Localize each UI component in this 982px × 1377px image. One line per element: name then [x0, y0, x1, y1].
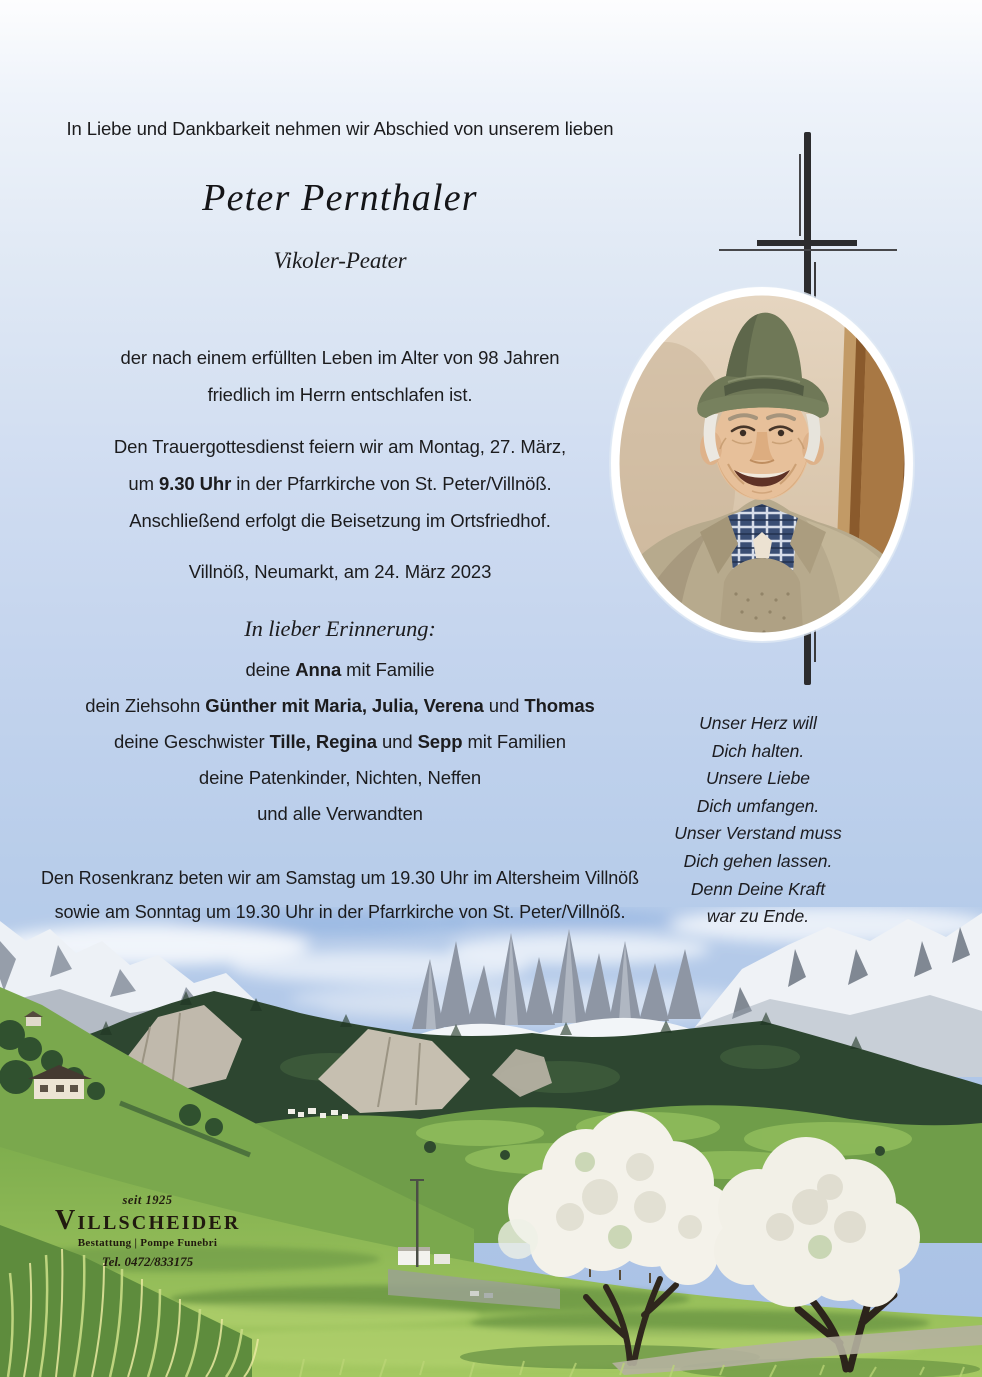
life-text: [0, 339, 680, 413]
memorial-poem: [652, 710, 864, 931]
service-text: [0, 428, 680, 539]
rosary-line: sowie am Sonntag um 19.30 Uhr in der Pfarrkirche von St. Peter/Villnöß.: [54, 902, 626, 922]
rosary-text: [0, 861, 680, 929]
poem-line: Denn Deine Kraft: [690, 878, 826, 899]
mourner-line: deine Geschwister Tille, Regina und Sepp mit Familien: [114, 731, 566, 752]
logo-name: VILLSCHEIDER: [55, 1205, 241, 1236]
logo-since: seit 1925: [122, 1193, 173, 1207]
intro-text: In Liebe und Dankbarkeit nehmen wir Abschied von unserem lieben: [66, 118, 614, 139]
logo-phone: Tel. 0472/833175: [101, 1254, 194, 1269]
cross-icon: [757, 240, 857, 246]
poem-line: Dich gehen lassen.: [683, 850, 833, 871]
service-line: Den Trauergottesdienst feiern wir am Montag, 27. März,: [113, 436, 567, 457]
deceased-name: Peter Pernthaler: [202, 177, 478, 219]
landscape-image: [0, 907, 982, 1377]
poem-line: Dich halten.: [711, 740, 805, 761]
logo-tagline: Bestattung | Pompe Funebri: [77, 1237, 218, 1249]
place-date-line: Villnöß, Neumarkt, am 24. März 2023: [188, 561, 492, 582]
service-line: um 9.30 Uhr in der Pfarrkirche von St. Peter/Villnöß.: [128, 473, 552, 494]
mourner-line: dein Ziehsohn Günther mit Maria, Julia, Verena und Thomas: [85, 695, 595, 716]
cross-icon: [799, 154, 801, 236]
mourners-list: [0, 652, 680, 832]
cross-icon: [719, 249, 897, 251]
poem-line: war zu Ende.: [706, 906, 810, 927]
poem-line: Unsere Liebe: [705, 768, 811, 789]
life-line: friedlich im Herrn entschlafen ist.: [207, 384, 473, 405]
deceased-nickname: Vikoler-Peater: [273, 248, 407, 273]
memory-title: In lieber Erinnerung:: [244, 616, 436, 641]
life-line: der nach einem erfüllten Leben im Alter von 98 Jahren: [120, 347, 560, 368]
rosary-line: Den Rosenkranz beten wir am Samstag um 19.30 Uhr im Altersheim Villnöß: [41, 868, 639, 888]
mourner-line: deine Patenkinder, Nichten, Neffen: [198, 767, 482, 788]
funeral-home-logo: [55, 1193, 240, 1271]
poem-line: Unser Verstand muss: [674, 823, 842, 844]
mourner-line: und alle Verwandten: [257, 803, 423, 824]
poem-line: Dich umfangen.: [696, 795, 820, 816]
mourner-line: deine Anna mit Familie: [245, 659, 435, 680]
service-line: Anschließend erfolgt die Beisetzung im Ortsfriedhof.: [129, 510, 551, 531]
poem-line: Unser Herz will: [699, 713, 817, 733]
